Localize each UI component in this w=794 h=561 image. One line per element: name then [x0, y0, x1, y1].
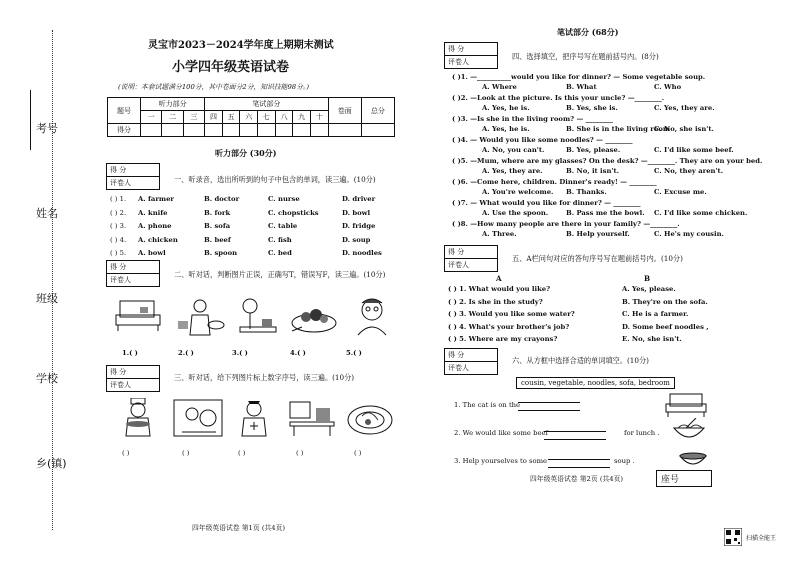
grader-box-2: [106, 260, 160, 287]
sofa-room-picture: [112, 297, 164, 337]
score-cell[interactable]: [240, 124, 258, 137]
question-stem: ( )3. —Is she in the living room? — ________: [452, 115, 613, 123]
score-cell[interactable]: [361, 124, 394, 137]
score-row-label: 得分: [108, 124, 141, 137]
answer-paren[interactable]: 4.( ): [290, 349, 306, 357]
option-d: D. soup: [342, 235, 371, 244]
question-stem: ( )2. —Look at the picture. Is this your uncle? —________.: [452, 94, 665, 102]
score-header-neatness: 卷面: [328, 98, 361, 124]
option-b: B. fork: [204, 208, 231, 217]
score-cell[interactable]: [222, 124, 240, 137]
score-cell[interactable]: [311, 124, 329, 137]
match-question[interactable]: ( ) 3. Would you like some water?: [448, 310, 575, 318]
question-option: A. No, you can't.: [482, 146, 545, 154]
score-cell[interactable]: [275, 124, 293, 137]
fill-blank-1b[interactable]: [518, 410, 580, 411]
question-option: B. Pass me the bowl.: [566, 209, 645, 217]
answer-paren[interactable]: ( ): [238, 449, 246, 457]
fill-blank-3b[interactable]: [548, 467, 610, 468]
option-b: B. sofa: [204, 222, 231, 230]
answer-paren[interactable]: ( ): [122, 449, 130, 457]
fill-sentence-1: 1. The cat is on the: [454, 401, 521, 409]
section1-instructions: 一、听录音，选出所听到的句子中包含的单词，读三遍。(10分): [174, 175, 376, 184]
question-number[interactable]: ( ) 3.: [110, 222, 127, 230]
score-cell[interactable]: [162, 124, 183, 137]
score-num: 七: [258, 111, 276, 124]
option-c: C. chopsticks: [268, 208, 319, 217]
score-cell[interactable]: [205, 124, 223, 137]
question-option: C. Who: [654, 83, 682, 91]
option-a: A. chicken: [138, 235, 178, 244]
seat-number-box[interactable]: [656, 470, 712, 487]
soup-bowl-icon: [678, 446, 708, 470]
score-header-written: 笔试部分: [205, 98, 329, 111]
written-title: 笔试部分 (68分): [557, 27, 619, 37]
class-label: 班级: [36, 292, 58, 305]
meal-plate-picture: [344, 398, 396, 438]
fill-sentence-3-end: soup .: [614, 457, 635, 465]
question-option: B. She is in the living room: [566, 125, 671, 133]
option-b: B. beef: [204, 235, 231, 244]
match-answer: B. They're on the sofa.: [622, 297, 708, 306]
option-b: B. doctor: [204, 195, 240, 203]
option-d: D. fridge: [342, 222, 376, 230]
grader-label: 评卷人: [107, 274, 160, 287]
column-b-header: B: [644, 274, 651, 283]
grader-box-3: [106, 365, 160, 392]
grader-label: 评卷人: [445, 362, 498, 375]
grader-box-1: [106, 163, 160, 190]
seat-number-label: 座号: [661, 475, 680, 485]
grader-label: 评卷人: [445, 56, 498, 69]
section3-instructions: 三、听对话，给下列图片标上数字序号，读三遍。(10分): [174, 373, 355, 382]
score-num: 八: [275, 111, 293, 124]
option-d: D. driver: [342, 195, 376, 203]
match-answer: D. Some beef noodles ,: [622, 322, 709, 331]
score-cell[interactable]: [328, 124, 361, 137]
score-num: 五: [222, 111, 240, 124]
word-bank: cousin, vegetable, noodles, sofa, bedroom: [516, 377, 675, 389]
grader-box-6: [444, 348, 498, 375]
match-question[interactable]: ( ) 2. Is she in the study?: [448, 297, 543, 306]
page2-footer: 四年级英语试卷 第2页 (共4页): [530, 475, 624, 483]
question-option: A. Three.: [482, 230, 517, 238]
answer-paren[interactable]: 3.( ): [232, 349, 248, 357]
question-stem: ( )7. — What would you like for dinner? — ________: [452, 199, 641, 207]
score-header-total: 总分: [361, 98, 394, 124]
school-label: 学校: [36, 372, 58, 385]
nurse-picture: [228, 398, 280, 438]
answer-paren[interactable]: ( ): [296, 449, 304, 457]
score-num: 六: [240, 111, 258, 124]
score-cell[interactable]: [293, 124, 311, 137]
driver-picture: [172, 398, 224, 438]
question-stem: ( )8. —How many people are there in your family? —________.: [452, 220, 680, 228]
noodle-bowl-icon: [672, 418, 706, 444]
match-question[interactable]: ( ) 4. What's your brother's job?: [448, 322, 570, 331]
question-number[interactable]: ( ) 2.: [110, 208, 127, 217]
answer-paren[interactable]: ( ): [354, 449, 362, 457]
question-stem: ( )1. —__________would you like for dinner? — Some vegetable soup.: [452, 73, 706, 81]
score-cell[interactable]: [141, 124, 162, 137]
question-option: C. He's my cousin.: [654, 230, 724, 238]
score-header-listening: 听力部分: [141, 98, 205, 111]
score-num: 三: [183, 111, 204, 124]
match-answer: A. Yes, please.: [622, 285, 676, 293]
option-c: C. fish: [268, 235, 292, 244]
match-answer: E. No, she isn't.: [622, 335, 682, 343]
fill-sentence-2-end: for lunch .: [624, 429, 660, 437]
question-option: A. Yes, he is.: [482, 125, 530, 133]
question-option: C. Yes, they are.: [654, 104, 715, 112]
score-table: [107, 97, 395, 137]
grader-label: 评卷人: [107, 177, 160, 190]
answer-paren[interactable]: 2.( ): [178, 349, 194, 357]
option-c: C. table: [268, 222, 298, 230]
question-number[interactable]: ( ) 4.: [110, 235, 127, 244]
question-option: A. Where: [482, 83, 517, 91]
exam-title-line1: 灵宝市2023－2024学年度上期期末测试: [148, 40, 334, 51]
question-option: A. Yes, they are.: [482, 167, 543, 175]
question-number[interactable]: ( ) 5.: [110, 249, 127, 257]
score-label: 得 分: [107, 164, 160, 177]
question-option: B. No, it isn't.: [566, 167, 619, 175]
listening-title: 听力部分 (30分): [215, 148, 277, 158]
option-b: B. spoon: [204, 249, 238, 257]
question-option: B. Yes, she is.: [566, 104, 618, 112]
section4-instructions: 四、选择填空，把序号写在题前括号内。(8分): [512, 52, 659, 61]
question-option: B. Help yourself.: [566, 230, 630, 238]
question-option: B. What: [566, 83, 597, 91]
score-num: 十: [311, 111, 329, 124]
column-a-header: A: [496, 274, 502, 283]
township-label: 乡(镇): [36, 457, 67, 470]
grandma-picture: [346, 297, 398, 337]
score-header-qnum: 题号: [108, 98, 141, 124]
score-label: 得 分: [107, 261, 160, 274]
grader-label: 评卷人: [107, 379, 160, 392]
fill-sentence-3: 3. Help yourselves to some: [454, 457, 548, 465]
question-option: C. I'd like some chicken.: [654, 209, 748, 217]
score-label: 得 分: [107, 366, 160, 379]
fill-blank-2b[interactable]: [544, 439, 606, 440]
match-question[interactable]: ( ) 1. What would you like?: [448, 285, 551, 293]
score-label: 得 分: [445, 349, 498, 362]
fruit-plate-picture: [288, 297, 340, 337]
score-label: 得 分: [445, 43, 498, 56]
lamp-phone-picture: [232, 297, 284, 337]
question-option: C. I'd like some beef.: [654, 146, 734, 154]
option-c: C. nurse: [268, 195, 300, 203]
score-cell[interactable]: [258, 124, 276, 137]
score-num: 一: [141, 111, 162, 124]
score-num: 四: [205, 111, 223, 124]
page1-footer: 四年级英语试卷 第1页 (共4页): [192, 524, 286, 532]
option-a: A. bowl: [138, 249, 166, 257]
girl-cooking-picture: [176, 297, 228, 337]
question-stem: ( )6. —Come here, children. Dinner's ready! — ________: [452, 178, 657, 186]
exam-number-label: 考号: [36, 122, 58, 135]
score-label: 得 分: [445, 246, 498, 259]
exam-title-line2: 小学四年级英语试卷: [172, 60, 290, 75]
option-a: A. phone: [138, 222, 172, 230]
section2-instructions: 二、听对话，判断图片正误，正确写T，错误写F，读三遍。(10分): [174, 270, 386, 279]
name-label: 姓名: [36, 207, 58, 220]
question-number[interactable]: ( ) 1.: [110, 195, 127, 203]
exam-note: (说明：本套试题满分100分，其中卷面分2分，知识技能98分。): [118, 83, 309, 91]
grader-box-4: [444, 42, 498, 69]
fill-blank-3a[interactable]: [548, 459, 610, 460]
option-a: A. farmer: [138, 195, 175, 203]
answer-paren[interactable]: 5.( ): [346, 349, 362, 357]
option-d: D. bowl: [342, 208, 371, 217]
question-option: A. Yes, he is.: [482, 104, 530, 112]
exam-number-line: [30, 90, 31, 150]
qr-code-icon: [724, 528, 742, 546]
sofa-icon: [664, 392, 708, 418]
score-cell[interactable]: [183, 124, 204, 137]
answer-paren[interactable]: ( ): [182, 449, 190, 457]
grader-label: 评卷人: [445, 259, 498, 272]
option-d: D. noodles: [342, 249, 382, 257]
option-c: C. bed: [268, 249, 292, 257]
fill-blank-1a[interactable]: [518, 402, 580, 403]
section5-instructions: 五、A栏问句对应的答句序号写在题前括号内。(10分): [512, 254, 683, 263]
question-option: B. Thanks.: [566, 188, 607, 196]
section6-instructions: 六、从方框中选择合适的单词填空。(10分): [512, 356, 649, 365]
scanner-watermark: 扫描全能王: [746, 535, 777, 542]
match-answer: C. He is a farmer.: [622, 310, 689, 318]
question-option: C. No, they aren't.: [654, 167, 724, 175]
question-option: A. You're welcome.: [482, 188, 554, 196]
fill-blank-2a[interactable]: [544, 431, 606, 432]
question-option: B. Yes, please.: [566, 146, 621, 154]
option-a: A. knife: [138, 208, 168, 217]
question-option: C. Excuse me.: [654, 188, 707, 196]
question-stem: ( )4. — Would you like some noodles? — ________: [452, 136, 633, 144]
score-num: 二: [162, 111, 183, 124]
score-num: 九: [293, 111, 311, 124]
question-stem: ( )5. —Mum, where are my glasses? On the desk? —________. They are on your bed.: [452, 157, 763, 165]
fill-sentence-2: 2. We would like some beef: [454, 429, 549, 437]
chef-picture: [112, 398, 164, 438]
grader-box-5: [444, 245, 498, 272]
study-room-picture: [286, 398, 338, 438]
match-question[interactable]: ( ) 5. Where are my crayons?: [448, 335, 558, 343]
answer-paren[interactable]: 1.( ): [122, 349, 138, 357]
question-option: A. Use the spoon.: [482, 209, 549, 217]
question-option: C. No, she isn't.: [654, 125, 714, 133]
